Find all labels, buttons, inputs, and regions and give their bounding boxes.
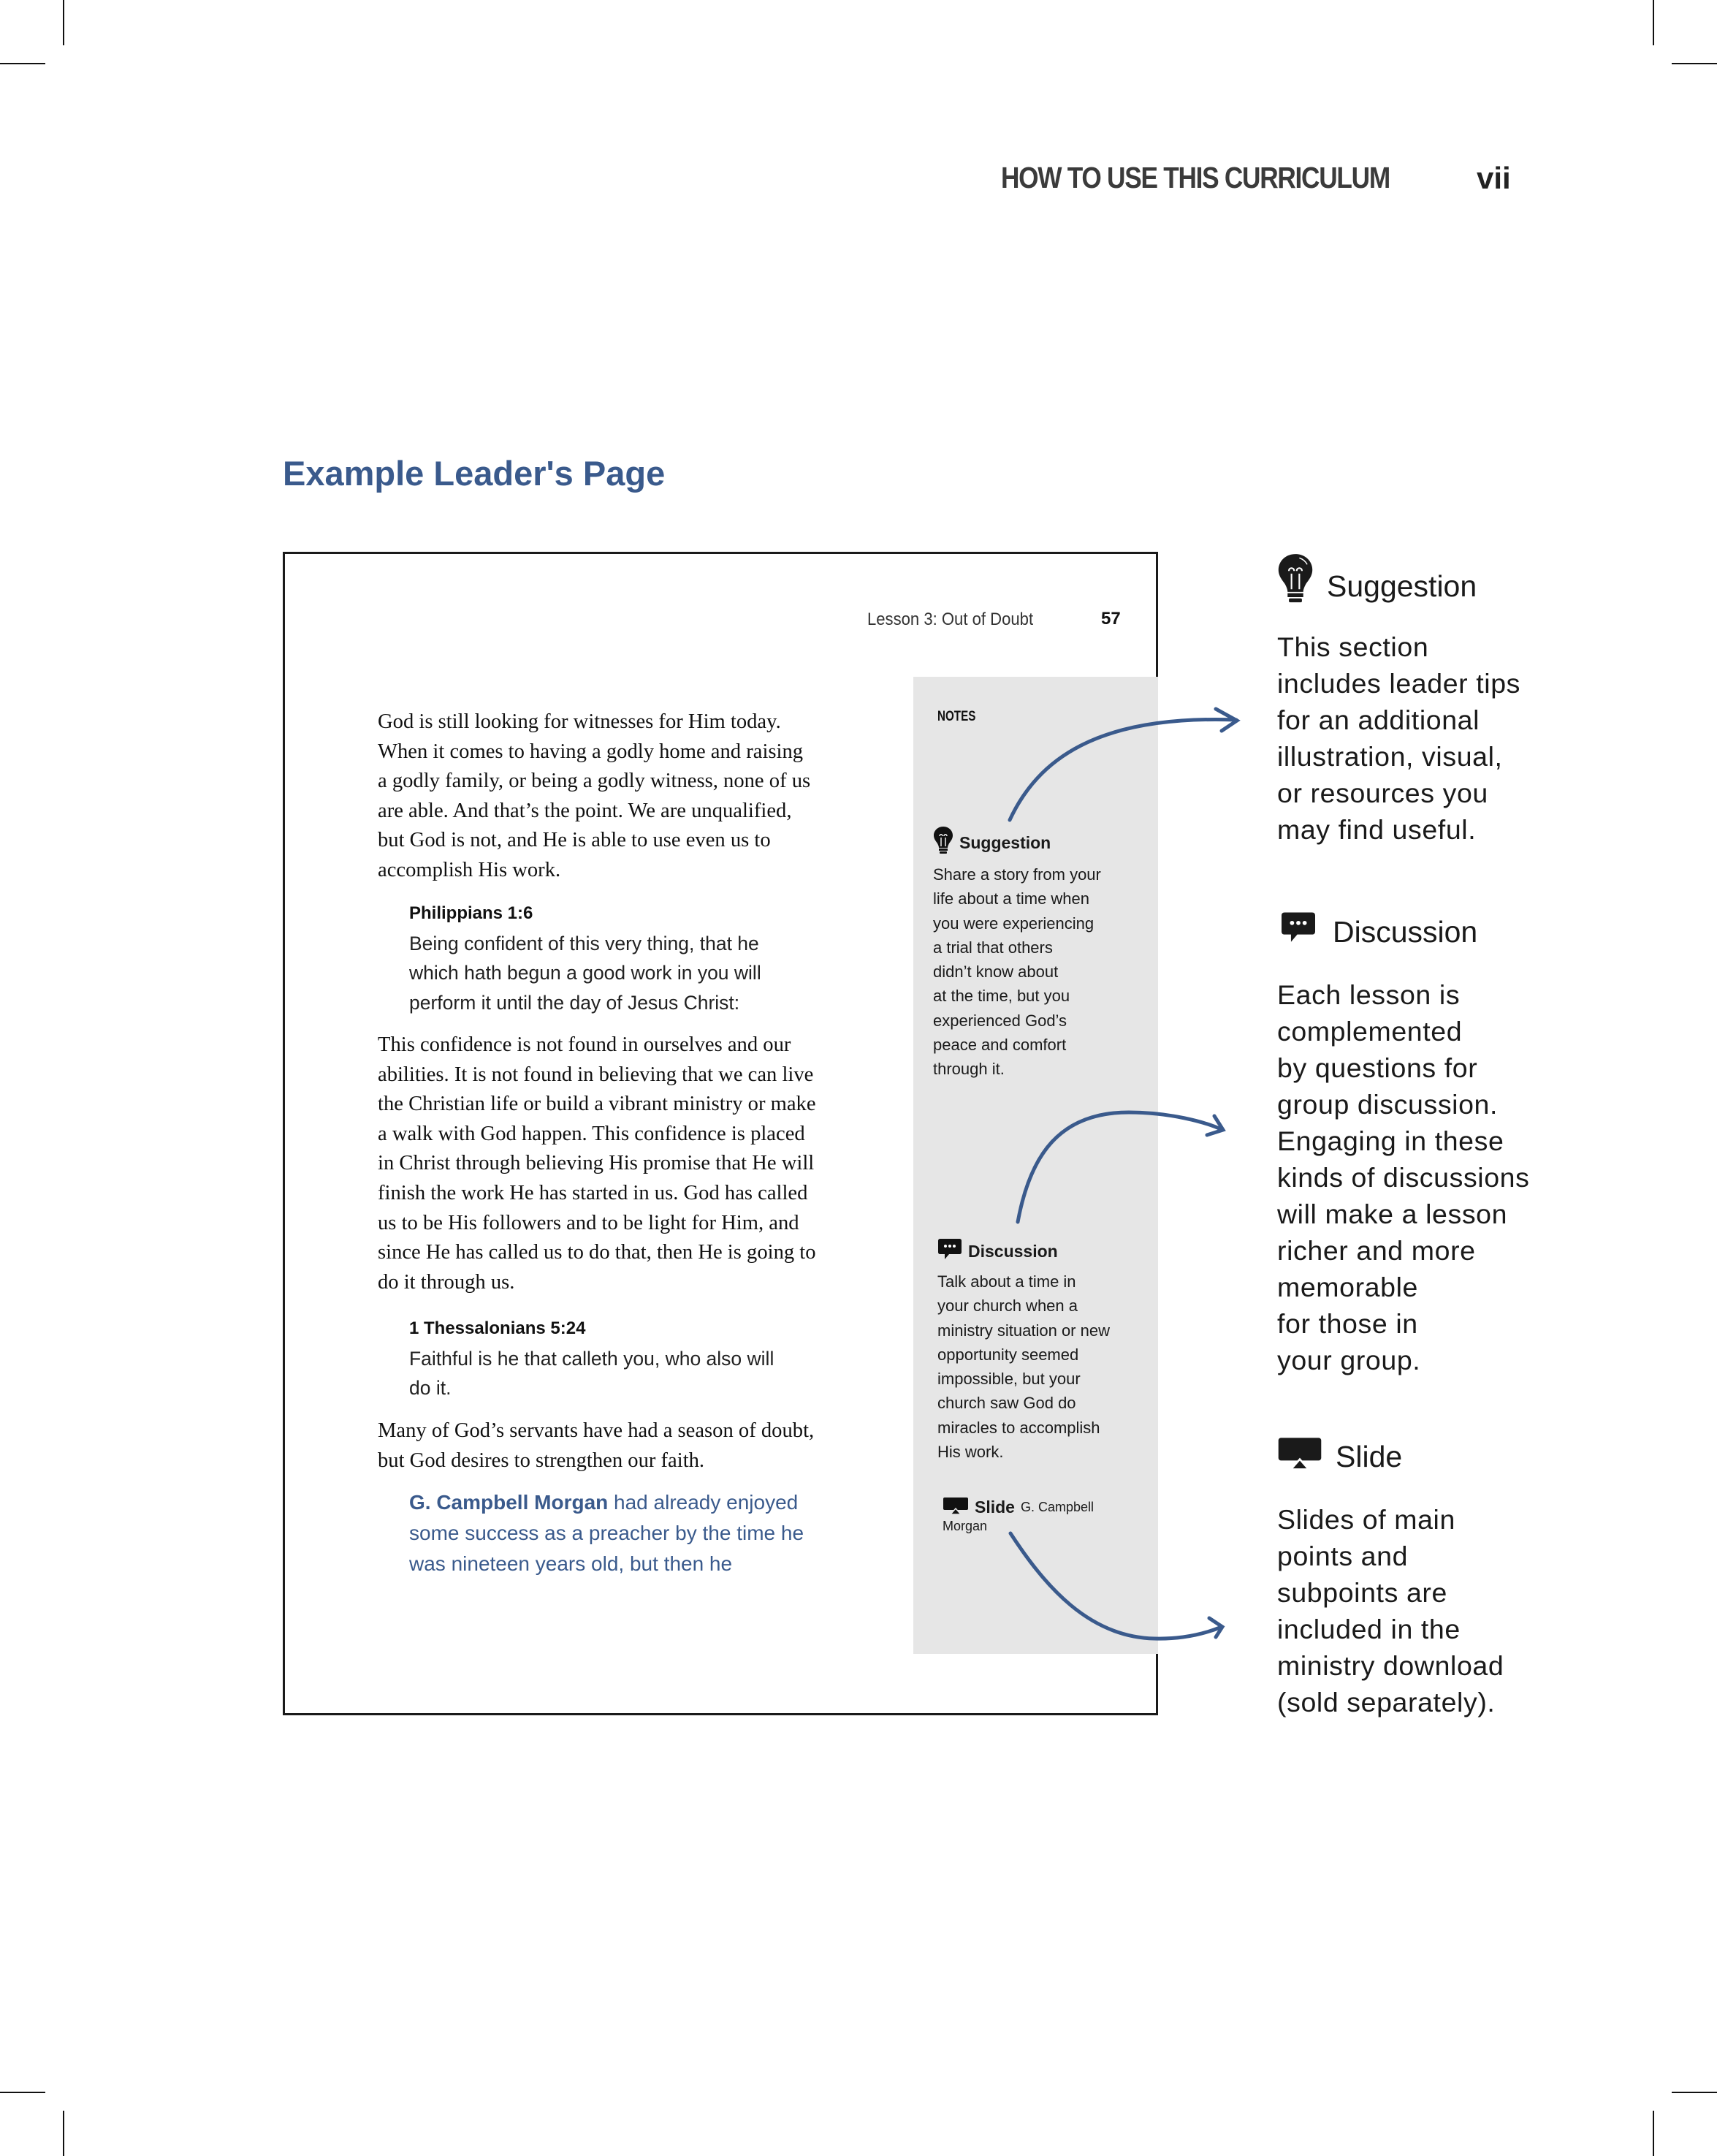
legend-discussion-title: Discussion [1333,914,1478,949]
verse-philippians: Philippians 1:6 Being confident of this very thing, that he which hath begun a good work in you will perform it until the day of Jesus Christ: [409,899,848,1017]
section-title: Example Leader's Page [283,454,666,493]
crop-mark-top-left-h [0,63,45,64]
verse-reference: Philippians 1:6 [409,903,533,923]
crop-mark-top-right-v [1653,0,1654,45]
legend-slide-title: Slide [1336,1439,1403,1473]
running-head [1001,161,1512,205]
crop-mark-top-left-v [63,0,64,45]
verse-thessalonians: 1 Thessalonians 5:24 Faithful is he that calleth you, who also will do it. [409,1314,848,1403]
crop-mark-bottom-right-h [1672,2092,1717,2093]
slide-screen-icon [943,1497,969,1518]
crop-mark-bottom-right-v [1653,2111,1654,2156]
note-suggestion: Suggestion Share a story from your life about a time when you were experiencing a trial that others didn’t know about at the time, but you experienced God’s peace and comfort through it. [933,826,1152,1082]
crop-mark-bottom-left-h [0,2092,45,2093]
page-number: vii [1477,161,1511,195]
note-slide-caption-2: Morgan [943,1519,988,1533]
paragraph-2: This confidence is not found in ourselves and our abilities. It is not found in believing that we can live the Christian life or build a vibrant ministry or make a walk with God happen. This confidence is placed in Christ through believing His promise that He will finish the work He has started in us. God has called us to be His followers and to be light for Him, and since He has called us to do that, then He is going to do it through us. [378,1033,816,1294]
speech-bubble-icon [1277,911,1320,952]
slide-screen-icon [1277,1436,1322,1477]
note-discussion: Discussion Talk about a time in your church when a ministry situation or new opportunity seemed impossible, but your church saw God do miracles to accomplish His work. [937,1237,1157,1464]
note-slide-caption: G. Campbell [1020,1500,1094,1514]
crop-mark-bottom-left-v [63,2111,64,2156]
paragraph-1: God is still looking for witnesses for Him today. When it comes to having a godly home and raising a godly family, or being a godly witness, none of us are able. And that’s the point. We are unqualified, but God is not, and He is able to use even us to accomplish His work. [378,710,811,881]
legend-slide: Slide Slides of main points and subpoints are included in the ministry download (sold separately). [1277,1431,1504,1720]
paragraph-3: Many of God’s servants have had a season of doubt, but God desires to strengthen our faith. [378,1419,815,1472]
note-suggestion-title: Suggestion [959,832,1051,852]
lightbulb-icon [1277,553,1314,612]
illustration-text: G. Campbell Morgan had already enjoyed some success as a preacher by the time he was nineteen years old, but then he [409,1491,804,1575]
note-slide-title: Slide [975,1498,1015,1517]
lesson-header: Lesson 3: Out of Doubt [867,610,1034,629]
running-head-title: HOW TO USE THIS CURRICULUM [1001,161,1390,194]
example-leader-page [283,552,1158,1715]
notes-label: NOTES [937,709,976,724]
legend-discussion: Discussion Each lesson is complemented by questions for group discussion. Engaging in these kinds of discussions will make a lesson richer and more memorable for those in your group. [1277,906,1530,1378]
crop-mark-top-right-h [1672,63,1717,64]
legend-suggestion: Suggestion This section includes leader tips for an additional illustration, visual, or resources you may find useful. [1277,557,1520,848]
lightbulb-icon [933,826,953,859]
verse-reference: 1 Thessalonians 5:24 [409,1318,586,1338]
note-discussion-title: Discussion [968,1241,1058,1261]
illustration-name: G. Campbell Morgan [409,1491,609,1514]
note-slide [943,1497,1154,1534]
lesson-page-number: 57 [1101,609,1121,629]
speech-bubble-icon [937,1237,962,1265]
legend-suggestion-title: Suggestion [1327,569,1477,603]
